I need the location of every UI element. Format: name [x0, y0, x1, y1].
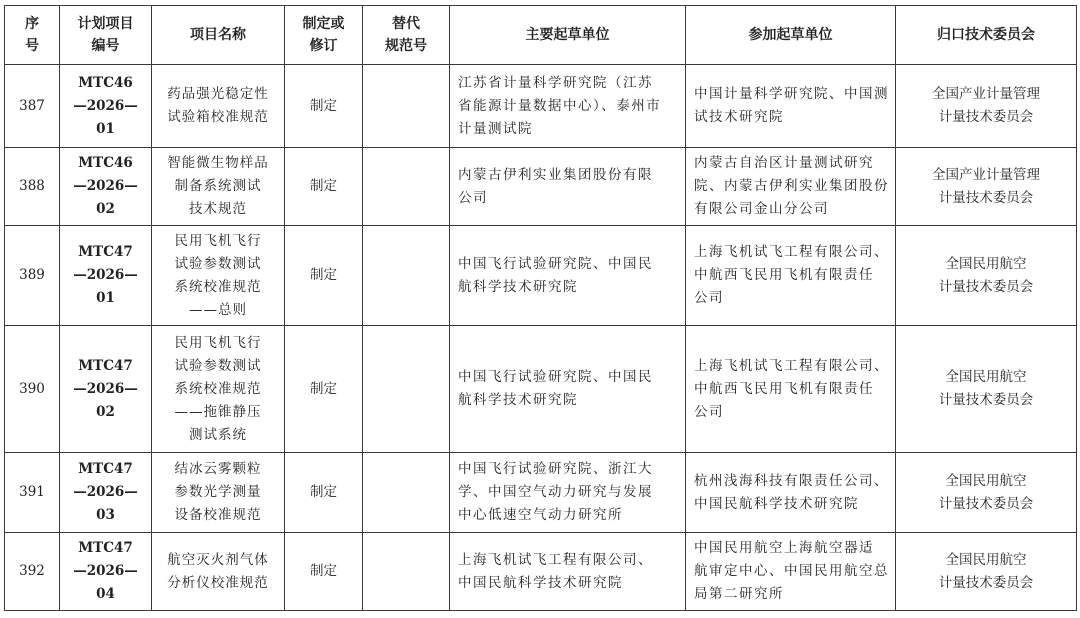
cell-type: 制定 — [285, 226, 363, 326]
cell-committee: 全国民用航空 计量技术委员会 — [896, 533, 1077, 611]
cell-plan-no: MTC47 —2026— 04 — [60, 533, 152, 611]
cell-name: 结冰云雾颗粒 参数光学测量 设备校准规范 — [152, 453, 285, 533]
header-main-unit: 主要起草单位 — [450, 6, 686, 65]
cell-type: 制定 — [285, 453, 363, 533]
cell-replace — [363, 533, 450, 611]
cell-name: 药品强光稳定性 试验箱校准规范 — [152, 65, 285, 148]
cell-main-unit: 江苏省计量科学研究院（江苏 省能源计量数据中心）、泰州市 计量测试院 — [450, 65, 686, 148]
cell-type: 制定 — [285, 148, 363, 226]
cell-replace — [363, 326, 450, 453]
cell-name: 民用飞机飞行 试验参数测试 系统校准规范 ——总则 — [152, 226, 285, 326]
cell-type: 制定 — [285, 533, 363, 611]
cell-replace — [363, 148, 450, 226]
cell-seq: 389 — [5, 226, 60, 326]
cell-seq: 392 — [5, 533, 60, 611]
cell-committee: 全国民用航空 计量技术委员会 — [896, 226, 1077, 326]
cell-committee: 全国产业计量管理 计量技术委员会 — [896, 148, 1077, 226]
cell-type: 制定 — [285, 65, 363, 148]
cell-join-unit: 内蒙古自治区计量测试研究 院、内蒙古伊利实业集团股份 有限公司金山分公司 — [686, 148, 896, 226]
cell-main-unit: 中国飞行试验研究院、中国民 航科学技术研究院 — [450, 326, 686, 453]
cell-plan-no: MTC47 —2026— 03 — [60, 453, 152, 533]
header-committee: 归口技术委员会 — [896, 6, 1077, 65]
table-row — [5, 453, 1077, 533]
cell-committee: 全国产业计量管理 计量技术委员会 — [896, 65, 1077, 148]
table-row — [5, 148, 1077, 226]
table-row — [5, 533, 1077, 611]
cell-main-unit: 中国飞行试验研究院、浙江大 学、中国空气动力研究与发展 中心低速空气动力研究所 — [450, 453, 686, 533]
cell-join-unit: 上海飞机试飞工程有限公司、 中航西飞民用飞机有限责任 公司 — [686, 226, 896, 326]
cell-seq: 387 — [5, 65, 60, 148]
cell-replace — [363, 65, 450, 148]
cell-plan-no: MTC47 —2026— 01 — [60, 226, 152, 326]
cell-committee: 全国民用航空 计量技术委员会 — [896, 453, 1077, 533]
cell-name: 航空灭火剂气体 分析仪校准规范 — [152, 533, 285, 611]
cell-seq: 391 — [5, 453, 60, 533]
cell-join-unit: 杭州浅海科技有限责任公司、 中国民航科学技术研究院 — [686, 453, 896, 533]
header-row — [5, 6, 1077, 65]
header-type: 制定或 修订 — [285, 6, 363, 65]
cell-join-unit: 中国计量科学研究院、中国测 试技术研究院 — [686, 65, 896, 148]
cell-plan-no: MTC47 —2026— 02 — [60, 326, 152, 453]
cell-seq: 390 — [5, 326, 60, 453]
table-row — [5, 326, 1077, 453]
table-row — [5, 226, 1077, 326]
cell-main-unit: 中国飞行试验研究院、中国民 航科学技术研究院 — [450, 226, 686, 326]
header-replace: 替代 规范号 — [363, 6, 450, 65]
standards-plan-table — [4, 5, 1077, 611]
cell-seq: 388 — [5, 148, 60, 226]
cell-plan-no: MTC46 —2026— 01 — [60, 65, 152, 148]
cell-join-unit: 中国民用航空上海航空器适 航审定中心、中国民用航空总 局第二研究所 — [686, 533, 896, 611]
header-seq: 序 号 — [5, 6, 60, 65]
cell-committee: 全国民用航空 计量技术委员会 — [896, 326, 1077, 453]
cell-replace — [363, 453, 450, 533]
cell-plan-no: MTC46 —2026— 02 — [60, 148, 152, 226]
header-join-unit: 参加起草单位 — [686, 6, 896, 65]
header-name: 项目名称 — [152, 6, 285, 65]
cell-name: 民用飞机飞行 试验参数测试 系统校准规范 ——拖锥静压 测试系统 — [152, 326, 285, 453]
cell-type: 制定 — [285, 326, 363, 453]
standards-plan-table-wrapper — [4, 5, 1077, 611]
header-plan-no: 计划项目 编号 — [60, 6, 152, 65]
table-row — [5, 65, 1077, 148]
cell-main-unit: 内蒙古伊利实业集团股份有限 公司 — [450, 148, 686, 226]
cell-main-unit: 上海飞机试飞工程有限公司、 中国民航科学技术研究院 — [450, 533, 686, 611]
cell-replace — [363, 226, 450, 326]
cell-name: 智能微生物样品 制备系统测试 技术规范 — [152, 148, 285, 226]
cell-join-unit: 上海飞机试飞工程有限公司、 中航西飞民用飞机有限责任 公司 — [686, 326, 896, 453]
